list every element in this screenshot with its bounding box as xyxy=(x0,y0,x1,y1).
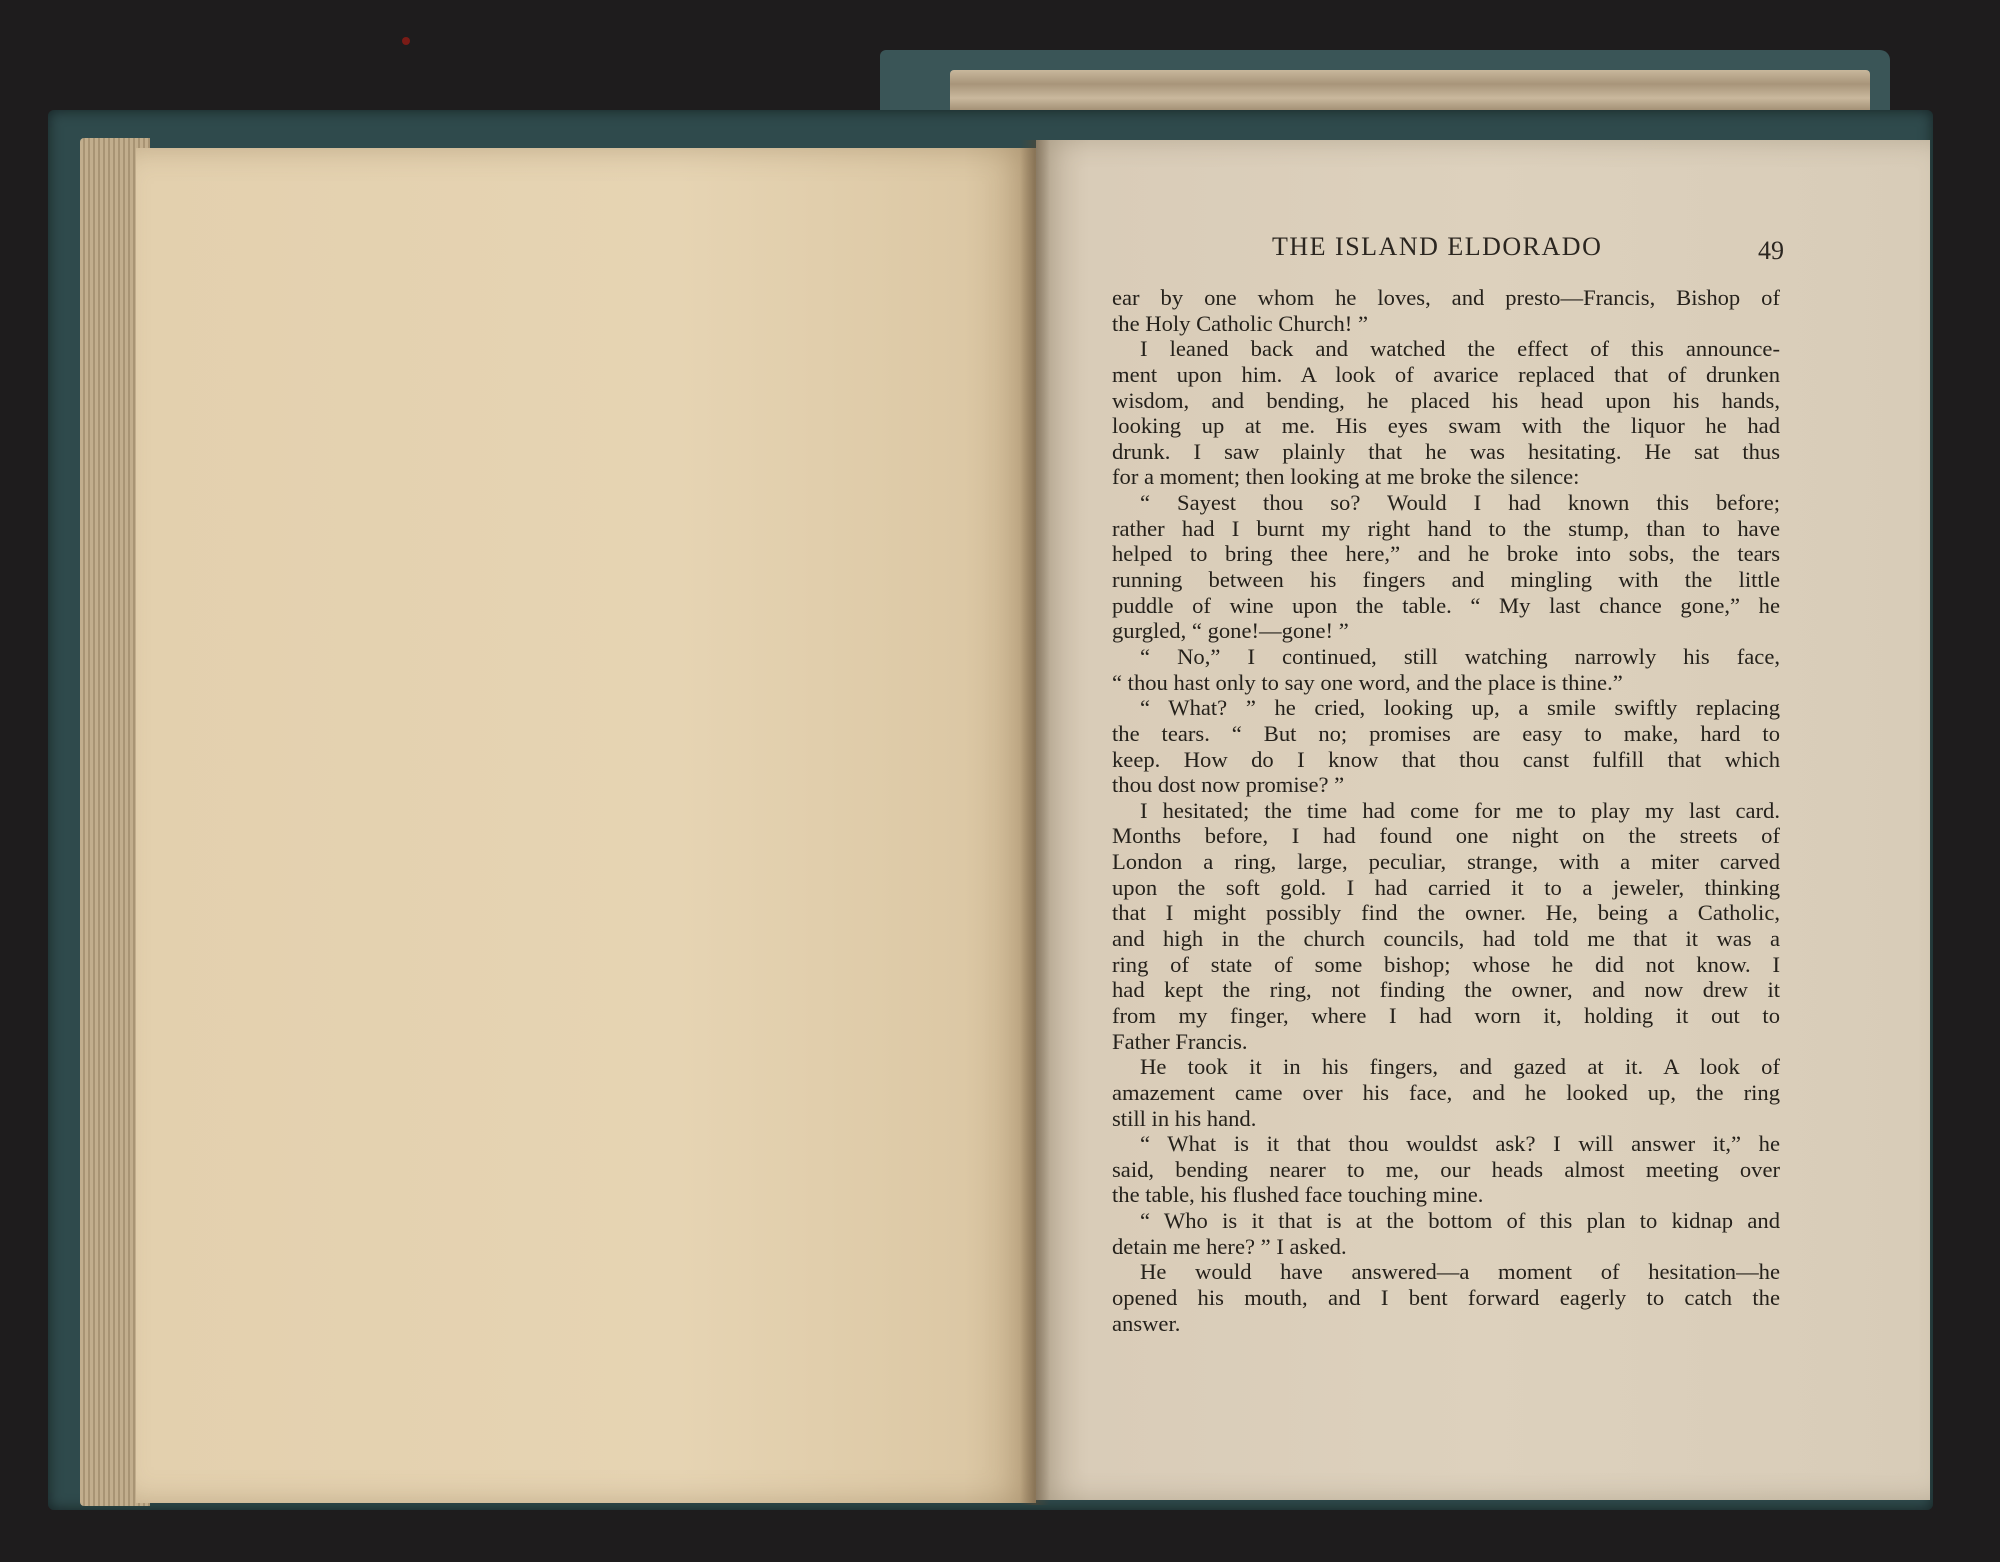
book-gutter xyxy=(1020,140,1050,1505)
text-line: the Holy Catholic Church! ” xyxy=(1112,310,1368,336)
left-page-blank xyxy=(136,148,1036,1503)
text-line: “ Who is it that is at the bottom of this plan to kidnap and xyxy=(1140,1208,1780,1234)
text-line: looking up at me. His eyes swam with the liquor he had xyxy=(1112,413,1780,439)
text-line: I leaned back and watched the effect of this announce- xyxy=(1140,336,1780,362)
text-line: “ Sayest thou so? Would I had known this before; xyxy=(1140,490,1780,516)
text-line: running between his fingers and mingling with the little xyxy=(1112,567,1780,593)
page-number: 49 xyxy=(1758,236,1784,265)
text-line: gurgled, “ gone!—gone! ” xyxy=(1112,618,1349,644)
text-line: upon the soft gold. I had carried it to a jeweler, thinking xyxy=(1112,874,1780,900)
background-speck xyxy=(402,37,410,45)
text-line: the tears. “ But no; promises are easy to make, hard to xyxy=(1112,720,1780,746)
text-line: rather had I burnt my right hand to the stump, than to have xyxy=(1112,515,1780,541)
body-text xyxy=(1112,285,1780,1335)
text-line: He took it in his fingers, and gazed at it. A look of xyxy=(1140,1054,1780,1080)
text-line: opened his mouth, and I bent forward eagerly to catch the xyxy=(1112,1284,1780,1310)
text-line: and high in the church councils, had told me that it was a xyxy=(1112,926,1780,952)
text-line: answer. xyxy=(1112,1310,1181,1335)
text-line: had kept the ring, not finding the owner, and now drew it xyxy=(1112,977,1780,1003)
text-line: I hesitated; the time had come for me to play my last card. xyxy=(1140,797,1780,823)
text-line: detain me here? ” I asked. xyxy=(1112,1233,1347,1259)
text-line: for a moment; then looking at me broke the silence: xyxy=(1112,464,1580,490)
text-line: the table, his flushed face touching mine. xyxy=(1112,1182,1484,1208)
text-line: ear by one whom he loves, and presto—Francis, Bishop of xyxy=(1112,285,1780,310)
text-line: “ What? ” he cried, looking up, a smile swiftly replacing xyxy=(1140,695,1780,721)
text-line: thou dost now promise? ” xyxy=(1112,772,1345,798)
text-line: amazement came over his face, and he looked up, the ring xyxy=(1112,1079,1780,1105)
text-line: puddle of wine upon the table. “ My last chance gone,” he xyxy=(1112,592,1780,618)
text-line: keep. How do I know that thou canst fulfill that which xyxy=(1112,746,1780,772)
text-line: from my finger, where I had worn it, holding it out to xyxy=(1112,1002,1780,1028)
text-line: Months before, I had found one night on the streets of xyxy=(1112,823,1780,849)
text-line: Father Francis. xyxy=(1112,1028,1248,1054)
text-line: ment upon him. A look of avarice replaced that of drunken xyxy=(1112,361,1780,387)
text-line: drunk. I saw plainly that he was hesitating. He sat thus xyxy=(1112,438,1780,464)
text-line: ring of state of some bishop; whose he did not know. I xyxy=(1112,951,1780,977)
text-line: said, bending nearer to me, our heads almost meeting over xyxy=(1112,1156,1780,1182)
text-line: helped to bring thee here,” and he broke into sobs, the tears xyxy=(1112,541,1780,567)
text-line: “ thou hast only to say one word, and the place is thine.” xyxy=(1112,669,1623,695)
text-line: London a ring, large, peculiar, strange, with a miter carved xyxy=(1112,849,1780,875)
text-line: “ What is it that thou wouldst ask? I will answer it,” he xyxy=(1140,1131,1780,1157)
text-line: He would have answered—a moment of hesitation—he xyxy=(1140,1259,1780,1285)
text-line: that I might possibly find the owner. He, being a Catholic, xyxy=(1112,900,1780,926)
text-line: wisdom, and bending, he placed his head upon his hands, xyxy=(1112,387,1780,413)
text-line: “ No,” I continued, still watching narrowly his face, xyxy=(1140,643,1780,669)
running-head: THE ISLAND ELDORADO xyxy=(1272,232,1603,261)
text-line: still in his hand. xyxy=(1112,1105,1257,1131)
